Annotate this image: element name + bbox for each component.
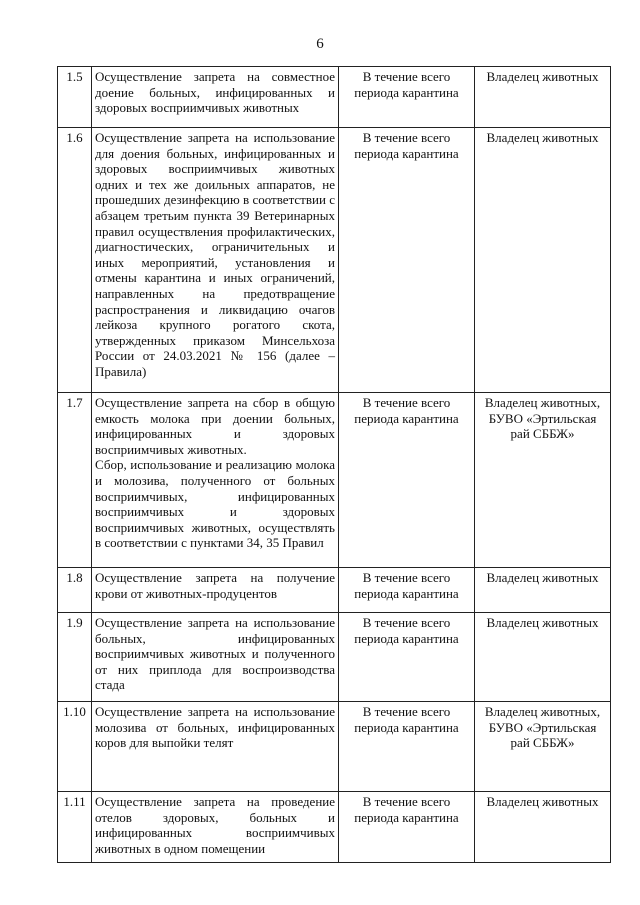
measure-responsible: Владелец животных, БУВО «Эртильская рай СББЖ» — [475, 393, 611, 568]
table-row — [58, 792, 611, 863]
row-number: 1.11 — [58, 792, 92, 863]
measure-period: В течение всего периода карантина — [339, 67, 475, 128]
measure-responsible: Владелец животных — [475, 128, 611, 393]
measures-table — [57, 66, 611, 863]
measure-description: Осуществление запрета на использование больных, инфицированных восприимчивых животных и полученного от них приплода для воспроизводства стада — [92, 613, 339, 702]
page-number: 6 — [316, 36, 324, 52]
measure-period: В течение всего периода карантина — [339, 702, 475, 792]
measure-period: В течение всего периода карантина — [339, 128, 475, 393]
row-number: 1.7 — [58, 393, 92, 568]
measure-description: Осуществление запрета на проведение отелов здоровых, больных и инфицированных восприимчивых животных в одном помещении — [92, 792, 339, 863]
measure-description: Осуществление запрета на использование молозива от больных, инфицированных коров для выпойки телят — [92, 702, 339, 792]
measure-description: Осуществление запрета на сбор в общую емкость молока при доении больных, инфицированных и здоровых восприимчивых животных. Сбор, использование и реализацию молока и молозива, полученного от больных восприимчивых, инфицированных восприимчивых и здоровых восприимчивых животных, осуществлять в соответствии с пунктами 34, 35 Правил — [92, 393, 339, 568]
measure-period: В течение всего периода карантина — [339, 792, 475, 863]
measure-description: Осуществление запрета на использование для доения больных, инфицированных и здоровых восприимчивых животных одних и тех же доильных аппаратов, не прошедших дезинфекцию в соответствии с абзацем третьим пункта 39 Ветеринарных правил осуществления профилактических, диагностических, ограничительных и иных мероприятий, установления и отмены карантина и иных ограничений, направленных на предотвращение распространения и ликвидацию очагов лейкоза крупного рогатого скота, утвержденных приказом Минсельхоза России от 24.03.2021 № 156 (далее – Правила) — [92, 128, 339, 393]
measure-period: В течение всего периода карантина — [339, 613, 475, 702]
row-number: 1.5 — [58, 67, 92, 128]
table-row — [58, 128, 611, 393]
measure-responsible: Владелец животных — [475, 67, 611, 128]
measure-responsible: Владелец животных — [475, 568, 611, 613]
row-number: 1.9 — [58, 613, 92, 702]
measure-responsible: Владелец животных, БУВО «Эртильская рай СББЖ» — [475, 702, 611, 792]
row-number: 1.6 — [58, 128, 92, 393]
measure-period: В течение всего периода карантина — [339, 568, 475, 613]
table-row — [58, 702, 611, 792]
row-number: 1.10 — [58, 702, 92, 792]
measure-responsible: Владелец животных — [475, 613, 611, 702]
table-row — [58, 568, 611, 613]
table-row — [58, 613, 611, 702]
measure-description: Осуществление запрета на получение крови от животных-продуцентов — [92, 568, 339, 613]
row-number: 1.8 — [58, 568, 92, 613]
measure-responsible: Владелец животных — [475, 792, 611, 863]
measure-period: В течение всего периода карантина — [339, 393, 475, 568]
table-row — [58, 67, 611, 128]
measure-description: Осуществление запрета на совместное доение больных, инфицированных и здоровых восприимчивых животных — [92, 67, 339, 128]
table-row — [58, 393, 611, 568]
